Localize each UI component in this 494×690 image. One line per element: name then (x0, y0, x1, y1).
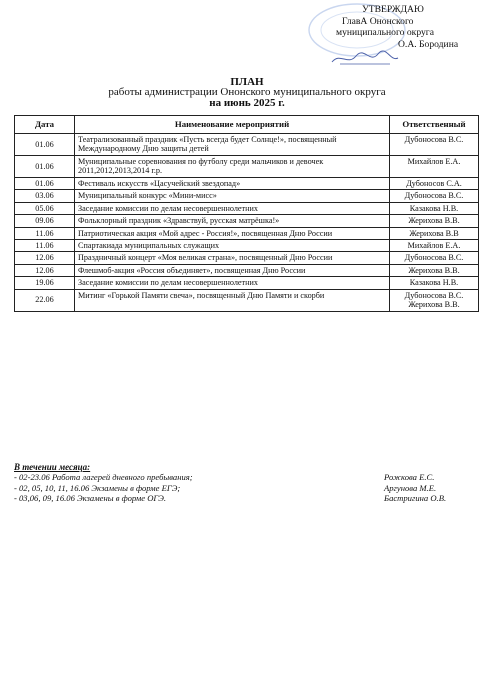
row-date: 05.06 (15, 202, 75, 214)
row-event: Заседание комиссии по делам несовершеннолетних (75, 277, 390, 289)
row-responsible: Михайлов Е.А. (390, 240, 479, 252)
events-table (14, 115, 479, 312)
item-text: - 03,06, 09, 16.06 Экзамены в форме ОГЭ. (14, 493, 167, 503)
doc-title: ПЛАН (230, 76, 264, 88)
table-body (15, 134, 479, 312)
row-event: Митинг «Горькой Памяти свеча», посвященный Дню Памяти и скорби (75, 289, 390, 311)
during-month-list (14, 472, 484, 504)
row-responsible: Жерихова В.В (390, 227, 479, 239)
item-text: - 02-23.06 Работа лагерей дневного пребывания; (14, 472, 193, 482)
doc-period: на июнь 2025 г. (209, 97, 285, 109)
row-date: 01.06 (15, 134, 75, 156)
row-responsible: Михайлов Е.А. (390, 156, 479, 178)
approval-position: ГлавА Ононского (342, 15, 414, 27)
row-responsible: Дубоносов С.А. (390, 178, 479, 190)
list-item (14, 483, 484, 494)
row-event: Спартакиада муниципальных служащих (75, 240, 390, 252)
table-row (15, 190, 479, 202)
row-event: Флешмоб-акция «Россия объединяет», посвященная Дню России (75, 264, 390, 276)
row-date: 11.06 (15, 240, 75, 252)
table-row (15, 240, 479, 252)
row-responsible: Дубоносова В.С. (390, 134, 479, 156)
row-responsible: Жерихова В.В. (390, 264, 479, 276)
item-responsible: Аргунова М.Е. (384, 482, 437, 493)
row-date: 12.06 (15, 264, 75, 276)
row-date: 03.06 (15, 190, 75, 202)
list-item (14, 493, 484, 504)
row-event: Праздничный концерт «Моя великая страна», посвященный Дню России (75, 252, 390, 264)
row-event: Муниципальный конкурс «Мини-мисс» (75, 190, 390, 202)
approval-block (330, 4, 490, 50)
table-row (15, 202, 479, 214)
approval-organization: муниципального округа (336, 27, 434, 38)
row-event: Театрализованный праздник «Пусть всегда будет Солнце!», посвященный Международному Дню защиты детей (75, 134, 390, 156)
row-event: Муниципальные соревнования по футболу среди мальчиков и девочек 2011,2012,2013,2014 г.р. (75, 156, 390, 178)
table-row (15, 277, 479, 289)
approval-title: УТВЕРЖДАЮ (362, 4, 424, 15)
row-event: Фестиваль искусств «Цасучейский звездопад» (75, 178, 390, 190)
table-row (15, 264, 479, 276)
row-responsible: Казакова Н.В. (390, 202, 479, 214)
doc-subtitle: работы администрации Ононского муниципального округа (108, 86, 386, 98)
header-responsible: Ответственный (390, 116, 479, 134)
row-date: 01.06 (15, 156, 75, 178)
row-date: 01.06 (15, 178, 75, 190)
row-event: Фольклорный праздник «Здравствуй, русская матрёшка!» (75, 215, 390, 227)
row-responsible: Дубоносова В.С. (390, 252, 479, 264)
row-date: 11.06 (15, 227, 75, 239)
row-date: 22.06 (15, 289, 75, 311)
during-month-heading: В течении месяца: (14, 462, 91, 472)
item-responsible: Рожкова Е.С. (384, 472, 435, 482)
table-row (15, 178, 479, 190)
table-row (15, 134, 479, 156)
row-responsible: Дубоносова В.С. Жерихова В.В. (390, 289, 479, 311)
row-event: Патриотическая акция «Мой адрес - Россия!», посвященная Дню России (75, 227, 390, 239)
row-responsible: Казакова Н.В. (390, 277, 479, 289)
header-event: Наименование мероприятий (75, 116, 390, 134)
table-header (15, 116, 479, 134)
approval-name: О.А. Бородина (398, 38, 459, 50)
row-responsible: Дубоносова В.С. (390, 190, 479, 202)
list-item (14, 472, 484, 483)
row-date: 09.06 (15, 215, 75, 227)
table-row (15, 289, 479, 311)
item-text: - 02, 05, 10, 11, 16.06 Экзамены в форме ЕГЭ; (14, 482, 181, 493)
table-row (15, 156, 479, 178)
table-row (15, 227, 479, 239)
row-responsible: Жерихова В.В. (390, 215, 479, 227)
signature (330, 50, 400, 68)
header-date: Дата (15, 116, 75, 134)
item-responsible: Бастригина О.В. (384, 493, 447, 503)
row-date: 12.06 (15, 252, 75, 264)
table-row (15, 215, 479, 227)
table-row (15, 252, 479, 264)
row-event: Заседание комиссии по делам несовершеннолетних (75, 202, 390, 214)
row-date: 19.06 (15, 277, 75, 289)
